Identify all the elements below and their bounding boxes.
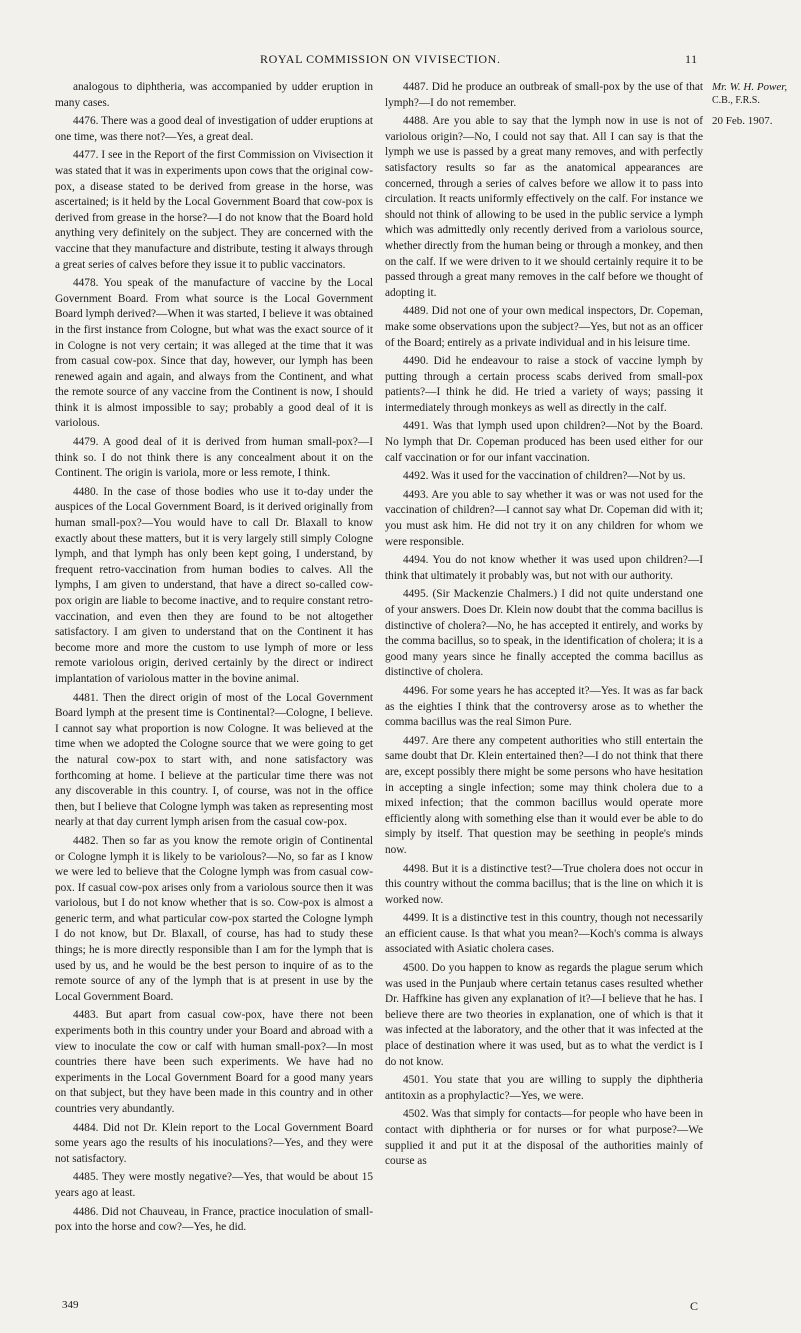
testimony-paragraph: 4478. You speak of the manufacture of vaccine by the Local Government Board. From what source is the Local Government Board lymph derived?—When it was started, I believe it was obtained in the first instance from Cologne, but what was the exact source of it in Cologne is not very certain; it was alleged at the time that it was from casual cow-pox. Since that day, however, our lymph has been renewed again and again, and always from the Continent, and what the remote source of any vaccine from the Continent is now, I should think it is almost impossible to say; probably a good deal of it is variolous. [55, 277, 373, 430]
signature-mark: C [690, 1299, 699, 1313]
testimony-paragraph: 4485. They were mostly negative?—Yes, that would be about 15 years ago at least. [55, 1171, 373, 1199]
testimony-paragraph: 4494. You do not know whether it was used upon children?—I think that ultimately it probably was, but not with our authority. [385, 554, 703, 582]
page-number: 11 [685, 52, 698, 66]
running-header [0, 52, 801, 70]
testimony-paragraph: analogous to diphtheria, was accompanied by udder eruption in many cases. [55, 81, 373, 109]
testimony-paragraph: 4480. In the case of those bodies who use it to-day under the auspices of the Local Government Board, is it derived originally from human small-pox?—You would have to call Dr. Blaxall to know exactly about these matters, but it is very largely still simply Cologne lymph, and that lymph has only been kept going, I understand, by frequent retro-vaccination from human bodies to calves. All the lymphs, I am given to understand, that have a direct so-called cow-pox origin are liable to become inactive, and to require constant retro-vaccination, and even then they are found to be not altogether satisfactory. I am given to understand that on the Continent it has become more and more the custom to use lymph of more or less remote variolous origin, derived certainly by the direct or indirect implantation of variolous matter in the bovine animal. [55, 485, 373, 685]
testimony-paragraph: 4476. There was a good deal of investigation of udder eruptions at one time, was there not?—Yes, a great deal. [55, 115, 373, 143]
testimony-paragraph: 4489. Did not one of your own medical inspectors, Dr. Copeman, make some observations upon the subject?—Yes, but not as an officer of the Board; entirely as a private individual and in his leisure time. [385, 305, 703, 349]
right-column [385, 80, 703, 1173]
testimony-paragraph: 4495. (Sir Mackenzie Chalmers.) I did not quite understand one of your answers. Does Dr. Klein now doubt that the comma bacillus is distinctive of cholera?—No, he has accepted it entirely, and works by the comma bacillus, so to speak, in the identification of cholera; it is a good many years since he finally accepted the comma bacillus as distinctive of cholera. [385, 588, 703, 679]
testimony-paragraph: 4477. I see in the Report of the first Commission on Vivisection it was stated that it was in experiments upon cows that the original cow-pox, a disease stated to be derived from grease in the horse, was ascertained; is it held by the Local Government Board that cow-pox is derived from grease in the horse?—I do not know that the Board hold anything very definitely on the subject. They are concerned with the vaccine that they manufacture and distribute, testing it always through a great series of calves before they issue it to public vaccinators. [55, 149, 373, 271]
print-code: 349 [62, 1299, 79, 1311]
testimony-paragraph: 4500. Do you happen to know as regards the plague serum which was used in the Punjaub where certain tetanus cases resulted whether Dr. Haffkine has given any explanation of it?—I believe that he has. I believe there are two theories in explanation, one of which is that it was infected at the laboratory, and the other that it was infected at the place of destination where it was used, but as to what the verdict is I do not know. [385, 962, 703, 1068]
witness-sidenote [712, 80, 797, 128]
testimony-paragraph: 4499. It is a distinctive test in this country, though not necessarily an efficient cause. Is that what you mean?—Koch's comma is always associated with Asiatic cholera cases. [385, 912, 703, 956]
testimony-paragraph: 4492. Was it used for the vaccination of children?—Not by us. [403, 470, 686, 483]
witness-name: Mr. W. H. Power, [712, 81, 788, 93]
testimony-paragraph: 4479. A good deal of it is derived from human small-pox?—I think so. I do not think there is any concealment about it on the Continent. The origin is variola, more or less remote, I think. [55, 436, 373, 480]
testimony-paragraph: 4487. Did he produce an outbreak of small-pox by the use of that lymph?—I do not remember. [385, 81, 703, 109]
page-header-title: ROYAL COMMISSION ON VIVISECTION. [260, 52, 501, 66]
testimony-paragraph: 4493. Are you able to say whether it was or was not used for the vaccination of children?—I cannot say what Dr. Copeman did with it; you must ask him. He did not try it on any children for whom we were responsible. [385, 488, 703, 548]
testimony-paragraph: 4501. You state that you are willing to supply the diphtheria antitoxin as a prophylactic?—Yes, we were. [385, 1074, 703, 1102]
testimony-paragraph: 4497. Are there any competent authorities who still entertain the same doubt that Dr. Klein entertained then?—I do not think that there are, except possibly there might be some persons who have hesitation in accepting a single infection; some may think cholera due to a mixed infection; that the common bacillus would operate more efficiently along with something else than it would ever be able to do simply by itself. That question may be seething in people's minds now. [385, 734, 703, 856]
testimony-paragraph: 4481. Then the direct origin of most of the Local Government Board lymph at the present time is Continental?—Cologne, I believe. I cannot say what proportion is now Cologne. It was believed at the time when we adopted the Cologne source that we were going to get the natural cow-pox to start with, and none satisfactory was forthcoming at home. I believe at the particular time there was not any discoverable in this country. I, of course, was not in the office then, but I believe that Cologne lymph was taken as representing most nearly at that day current lymph arisen from the casual cow-pox. [55, 691, 373, 829]
testimony-paragraph: 4486. Did not Chauveau, in France, practice inoculation of small-pox into the horse and cow?—Yes, he did. [55, 1205, 373, 1234]
testimony-paragraph: 4488. Are you able to say that the lymph now in use is not of variolous origin?—No, I could not say that. All I can say is that the lymph we use is passed by a great many removes, and with perfectly satisfactory results so far as the anatomical appearances are concerned, through a series of calves before we allow it to pass into circulation. It reacts uniformly effectively on the calf. For instance we should not think of allowing to be used in the public service a lymph which was admittedly only recently derived from a variolous source, whether directly from the human being or through a monkey, and then on the calf. If we were driven to it we should certainly require it to be passed through a great many removes in the calf before we thought of adopting it. [385, 115, 703, 299]
testimony-paragraph: 4483. But apart from casual cow-pox, have there not been experiments both in this country under your Board and abroad with a view to inoculate the cow or calf with human small-pox?—In most countries there have been such experiments. We have had no experiments in the Local Government Board for a good many years on that subject, but they have been made in this country and in other countries very abundantly. [55, 1009, 373, 1115]
witness-date: 20 Feb. 1907. [712, 115, 773, 127]
testimony-paragraph: 4496. For some years he has accepted it?—Yes. It was as far back as the eighties I think that the controversy arose as to whether the comma bacillus was the real Simon Pure. [385, 684, 703, 729]
testimony-paragraph: 4491. Was that lymph used upon children?—Not by the Board. No lymph that Dr. Copeman produced has been used either for our calf vaccination or for our infant vaccination. [385, 420, 703, 464]
witness-honours: C.B., F.R.S. [712, 95, 760, 106]
testimony-paragraph: 4482. Then so far as you know the remote origin of Continental or Cologne lymph it is likely to be variolous?—No, so far as I know we were led to believe that the Cologne lymph was from casual cow-pox. If casual cow-pox arises only from a variolous source then it was variolous, but I do not know whether that is so. Cow-pox is almost a generic term, and what particular cow-pox started the Cologne lymph I do not know, but Dr. Blaxall, of course, has had to study these things; he is more directly responsible than I am for the lymph that is used by us, and he would be the best person to inquire of as to the remote source of any of the lymph that is at present in use by the Local Government Board. [55, 834, 373, 1003]
testimony-paragraph: 4490. Did he endeavour to raise a stock of vaccine lymph by putting through a certain process scabs derived from small-pox patients?—I think he did. He tried a variety of ways; passing it intermediately through monkeys as well as directly in the calf. [385, 355, 703, 414]
testimony-paragraph: 4484. Did not Dr. Klein report to the Local Government Board some years ago the results of his inoculations?—Yes, and they were not satisfactory. [55, 1121, 373, 1165]
testimony-paragraph: 4498. But it is a distinctive test?—True cholera does not occur in this country without the comma bacillus; that is the line on which it is worked now. [385, 862, 703, 906]
left-column [55, 80, 373, 1239]
testimony-paragraph: 4502. Was that simply for contacts—for people who have been in contact with diphtheria or for nurses or for what purpose?—We supplied it and put it at the disposal of the authorities mainly of course as [385, 1108, 703, 1168]
